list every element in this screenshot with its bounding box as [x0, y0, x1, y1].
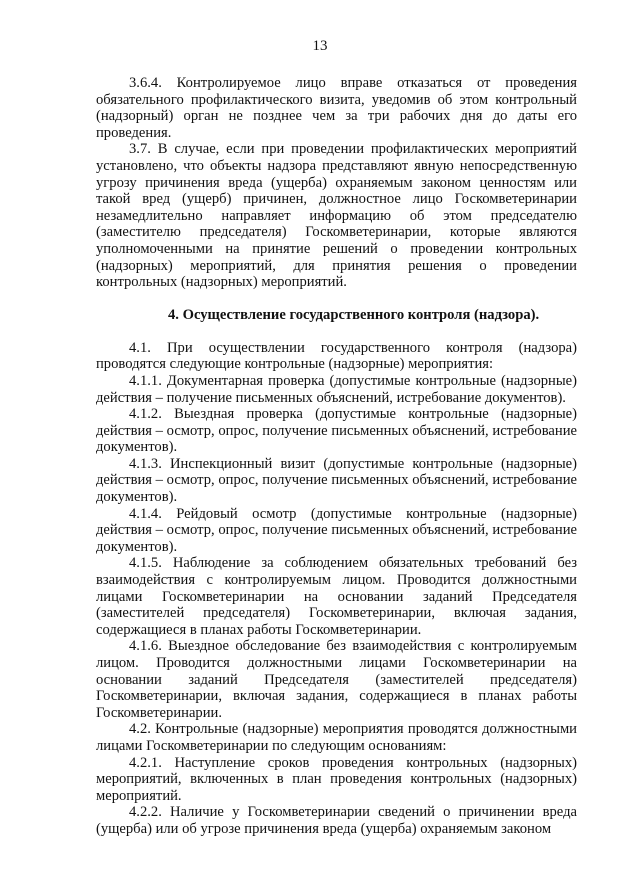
paragraph-4-1-4: 4.1.4. Рейдовый осмотр (допустимые контрольные (надзорные) действия – осмотр, опрос, получение письменных объяснений, истребование документов). — [96, 505, 577, 555]
section-heading: 4. Осуществление государственного контроля (надзора). — [168, 306, 540, 323]
paragraph-3-6-4: 3.6.4. Контролируемое лицо вправе отказаться от проведения обязательного профилактического визита, уведомив об этом контрольный (надзорный) орган не позднее чем за три рабочих дня до даты его проведения. — [96, 75, 577, 141]
paragraph-4-2-1: 4.2.1. Наступление сроков проведения контрольных (надзорных) мероприятий, включенных в план проведения контрольных (надзорных) мероприятий. — [96, 754, 577, 804]
page-number: 13 — [312, 38, 328, 54]
paragraph-4-2-2: 4.2.2. Наличие у Госкомветеринарии сведений о причинении вреда (ущерба) или об угрозе причинения вреда (ущерба) охраняемым законом — [96, 804, 577, 837]
paragraph-4-1-6: 4.1.6. Выездное обследование без взаимодействия с контролируемым лицом. Проводится должностными лицами Госкомветеринарии на основании заданий Председателя (заместителей председателя) Госкомветеринарии, включая задания, содержащиеся в планах работы Госкомветеринарии. — [96, 638, 577, 721]
paragraph-4-1-1: 4.1.1. Документарная проверка (допустимые контрольные (надзорные) действия – получение письменных объяснений, истребование документов). — [96, 372, 577, 406]
paragraph-4-1-5: 4.1.5. Наблюдение за соблюдением обязательных требований без взаимодействия с контролируемым лицом. Проводится должностными лицами Госкомветеринарии на основании заданий Председателя (заместителей председателя) Госкомветеринарии, включая задания, содержащиеся в планах работы Госкомветеринарии. — [96, 555, 577, 638]
paragraph-4-1-2: 4.1.2. Выездная проверка (допустимые контрольные (надзорные) действия – осмотр, опрос, получение письменных объяснений, истребование документов). — [96, 406, 577, 456]
paragraph-4-2: 4.2. Контрольные (надзорные) мероприятия проводятся должностными лицами Госкомветеринарии по следующим основаниям: — [96, 721, 577, 754]
paragraph-3-7: 3.7. В случае, если при проведении профилактических мероприятий установлено, что объекты надзора представляют явную непосредственную угрозу причинения вреда (ущерба) охраняемым законом ценностям или такой вред (ущерб) причинен, должностное лицо Госкомветеринарии незамедлительно направляет информацию об этом председателю (заместителю председателя) Госкомветеринарии, которые являются уполномоченными на принятие решений о проведении контрольных (надзорных) мероприятий, для принятия решения о проведении контрольных (надзорных) мероприятий. — [96, 141, 577, 291]
paragraph-4-1: 4.1. При осуществлении государственного контроля (надзора) проводятся следующие контрольные (надзорные) мероприятия: — [96, 339, 577, 373]
document-body — [96, 75, 577, 838]
paragraph-4-1-3: 4.1.3. Инспекционный визит (допустимые контрольные (надзорные) действия – осмотр, опрос, получение письменных объяснений, истребование документов). — [96, 455, 577, 506]
